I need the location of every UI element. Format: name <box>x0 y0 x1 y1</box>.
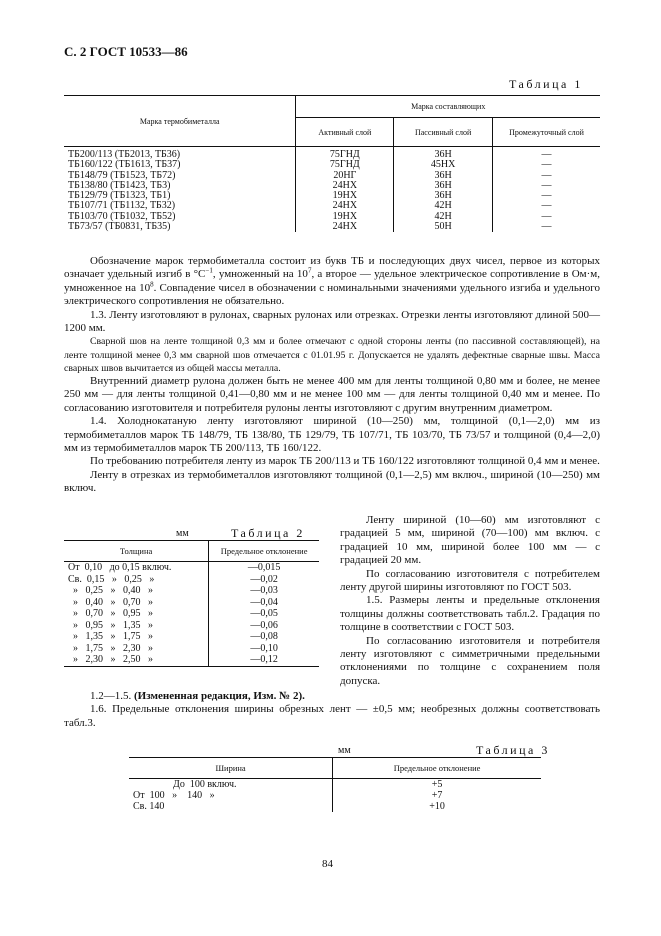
table3-cell-width: От 100 » 140 » <box>133 790 215 801</box>
table1-cell-passive: 45НХ <box>394 160 493 170</box>
table1-cell-active: 19НХ <box>296 212 394 222</box>
paragraph-inner-diameter: Внутренний диаметр рулона должен быть не менее 400 мм для ленты толщиной 0,80 мм и более, не менее 250 мм — для ленты толщиной 0,41—0,80 мм и не менее 100 мм — для ленты толщиной 0,40 мм и менее. По согласованию изготовителя и потребителя рулоны ленты изготовляют с другим внутренним диаметром. <box>64 375 600 414</box>
paragraph-1-6: 1.6. Предельные отклонения ширины обрезных лент — ±0,5 мм; необрезных должны соответствовать табл.3. <box>64 703 600 729</box>
table2-col-deviation: Предельное отклонение <box>209 541 319 562</box>
table2-cell-thickness: » 0,40 » 0,70 » <box>68 596 153 608</box>
table3-row <box>129 790 541 801</box>
superscript: 8 <box>150 280 154 289</box>
table2-cell-thickness: От 0,10 до 0,15 включ. <box>68 562 172 573</box>
table1-cell-grade: ТБ107/71 (ТБ1132, ТБ32) <box>68 200 176 212</box>
table3-col-deviation: Предельное отклонение <box>333 758 541 779</box>
table1-cell-middle: — <box>493 212 601 222</box>
table1-cell-passive: 36Н <box>394 191 493 201</box>
table2-cell-deviation: —0,02 <box>209 574 319 586</box>
table2-cell-thickness: Св. 0,15 » 0,25 » <box>68 573 155 585</box>
table1-cell-active: 24НХ <box>296 201 394 211</box>
table2-cell-deviation: —0,10 <box>209 643 319 655</box>
table1-cell-passive: 36Н <box>394 171 493 181</box>
table1-cell-passive: 42Н <box>394 201 493 211</box>
paragraph-1-3: 1.3. Ленту изготовляют в рулонах, сварных рулонах или отрезках. Отрезки ленты изготовляют длиной 500—1200 мм. <box>64 308 600 335</box>
table1-cell-grade: ТБ129/79 (ТБ1323, ТБ1) <box>68 190 171 202</box>
table1-col-group: Марка составляющих <box>296 96 600 118</box>
amendment-label: (Измененная редакция, Изм. № 2). <box>134 690 305 702</box>
table3-col-width: Ширина <box>129 758 333 779</box>
table2-cell-deviation: —0,12 <box>209 654 319 666</box>
table3-cell-deviation: +7 <box>333 790 541 801</box>
table1-col-middle: Промежуточный слой <box>493 118 601 147</box>
paragraph-1-4: 1.4. Холоднокатаную ленту изготовляют шириной (10—250) мм, толщиной (0,1—2,0) мм из термобиметаллов марок ТБ 148/79, ТБ 138/80, ТБ 129/79, ТБ 107/71, ТБ 103/70, ТБ 73/57 и толщиной (0,4—2,0) мм из термобиметаллов марок ТБ 200/113, ТБ 160/122. <box>64 415 600 455</box>
table1-cell-middle: — <box>493 147 601 161</box>
table2-col-thickness: Толщина <box>64 541 209 562</box>
table1-cell-passive: 42Н <box>394 212 493 222</box>
table2-row <box>64 643 319 655</box>
table3-cell-width: До 100 включ. <box>133 779 237 790</box>
table2-row <box>64 597 319 609</box>
table2-cell-thickness: » 0,70 » 0,95 » <box>68 608 153 619</box>
table1-cell-active: 24НХ <box>296 181 394 191</box>
table2-row <box>64 631 319 643</box>
table1-cell-active: 75ГНД <box>296 147 394 161</box>
table2-cell-thickness: » 2,30 » 2,50 » <box>64 654 209 666</box>
table3-cell-width: Св. 140 <box>133 801 165 812</box>
table2-cell-thickness: » 1,35 » 1,75 » <box>68 631 153 642</box>
table1-cell-grade: ТБ73/57 (ТБ0831, ТБ35) <box>68 221 171 233</box>
amendment-number: 1.2—1.5. <box>90 690 132 702</box>
table1-row <box>64 147 600 161</box>
table2-row <box>64 585 319 597</box>
table2-cell-deviation: —0,03 <box>209 585 319 597</box>
text-fragment: Обозначение марок термобиметалла состоит из букв ТБ и последующих двух чисел, первое из которых означает удельный изгиб в °С <box>64 255 600 281</box>
table2-row <box>64 620 319 632</box>
table2-cell-deviation: —0,015 <box>209 562 319 574</box>
table2-cell-deviation: —0,08 <box>209 631 319 643</box>
body-text-bottom <box>64 690 600 730</box>
page-header: С. 2 ГОСТ 10533—86 <box>64 44 188 59</box>
table3-cell-deviation: +5 <box>333 779 541 791</box>
table1-cell-middle: — <box>493 160 601 170</box>
paragraph-weld: Сварной шов на ленте толщиной 0,3 мм и более отмечают с одной стороны ленты (по пассивной составляющей), на ленте толщиной менее 0,3 мм сварной шов отмечается с 01.01.95 г. Допускается не удалять дефектные сварные швы. Масса сварных швов вычитается из общей массы металла. <box>64 336 600 374</box>
table1-cell-middle: — <box>493 191 601 201</box>
table1-cell-middle: — <box>493 181 601 191</box>
table2-row <box>64 654 319 666</box>
table1-cell-active: 20НГ <box>296 171 394 181</box>
table2-cell-thickness: » 0,25 » 0,40 » <box>68 585 153 596</box>
table2-cell-deviation: —0,04 <box>209 597 319 609</box>
table3 <box>129 757 541 812</box>
table1-cell-middle: — <box>493 201 601 211</box>
table1 <box>64 95 600 232</box>
table1-row <box>64 222 600 232</box>
table2 <box>64 540 319 667</box>
page-number: 84 <box>322 858 333 870</box>
table1-col-grade: Марка термобиметалла <box>64 96 296 147</box>
table2-row <box>64 608 319 620</box>
table2-cell-thickness: » 0,95 » 1,35 » <box>68 619 153 631</box>
body-text-top <box>64 255 600 496</box>
amendment-note <box>64 690 600 703</box>
table2-unit: мм <box>176 528 189 539</box>
text-fragment: , умноженный на 10 <box>212 268 308 281</box>
body-text-right-column <box>340 514 600 688</box>
table1-col-passive: Пассивный слой <box>394 118 493 147</box>
paragraph-pieces: Ленту в отрезках из термобиметаллов изготовляют толщиной (0,1—2,5) мм включ., шириной (10—250) мм включ. <box>64 468 600 495</box>
paragraph-symmetric: По согласованию изготовителя и потребителя ленту изготовляют с симметричными предельными отклонениями по толщине с сохранением поля допуска. <box>340 634 600 687</box>
table1-cell-grade: ТБ160/122 (ТБ1613, ТБ37) <box>68 159 181 171</box>
superscript: 7 <box>307 266 312 275</box>
text-fragment: . Совпадение чисел в обозначении с номинальными значениями удельного изгиба и удельного электрического сопротивления не обязательно. <box>64 281 600 308</box>
table1-cell-passive: 50Н <box>394 222 493 232</box>
paragraph-width-gradation: Ленту шириной (10—60) мм изготовляют с градацией 5 мм, шириной (70—100) мм включ. с градацией 10 мм, шириной более 100 мм — с градацией 20 мм. <box>340 514 600 567</box>
table1-cell-active: 24НХ <box>296 222 394 232</box>
table1-cell-middle: — <box>493 171 601 181</box>
table2-cell-deviation: —0,05 <box>209 608 319 620</box>
table3-row <box>129 801 541 812</box>
table1-cell-active: 19НХ <box>296 191 394 201</box>
table3-caption: Таблица 3 <box>476 743 550 757</box>
table1-cell-active: 75ГНД <box>296 160 394 170</box>
table3-row <box>129 779 541 791</box>
paragraph-designation <box>64 255 600 309</box>
table3-cell-deviation: +10 <box>333 801 541 812</box>
table2-caption: Таблица 2 <box>231 526 305 540</box>
table1-cell-passive: 36Н <box>394 181 493 191</box>
table1-cell-grade: ТБ148/79 (ТБ1523, ТБ72) <box>68 169 176 181</box>
table1-caption: Таблица 1 <box>509 77 583 91</box>
table1-cell-passive: 36Н <box>394 147 493 161</box>
table3-unit: мм <box>338 745 351 756</box>
paragraph-other-width: По согласованию изготовителя с потребителем ленту другой ширины изготовляют по ГОСТ 503. <box>340 567 600 594</box>
paragraph-request: По требованию потребителя ленту из марок ТБ 200/113 и ТБ 160/122 изготовляют толщиной 0,4 мм и менее. <box>90 455 600 468</box>
table1-cell-grade: ТБ138/80 (ТБ1423, ТБ3) <box>68 179 171 191</box>
table1-col-active: Активный слой <box>296 118 394 147</box>
superscript: −1 <box>205 266 213 275</box>
table2-row <box>64 574 319 586</box>
table1-cell-grade: ТБ200/113 (ТБ2013, ТБ36) <box>68 149 181 160</box>
table1-cell-grade: ТБ103/70 (ТБ1032, ТБ52) <box>68 210 176 222</box>
table2-row <box>64 562 319 574</box>
table2-cell-deviation: —0,06 <box>209 620 319 632</box>
table2-cell-thickness: » 1,75 » 2,30 » <box>68 642 153 654</box>
table1-cell-middle: — <box>493 222 601 232</box>
text-fragment: , а второе — удельное электрическое сопротивление в Ом·м, умноженное на 10 <box>64 268 601 294</box>
paragraph-1-5: 1.5. Размеры ленты и предельные отклонения толщины должны соответствовать табл.2. Градация по толщине в соответствии с ГОСТ 503. <box>340 594 600 634</box>
